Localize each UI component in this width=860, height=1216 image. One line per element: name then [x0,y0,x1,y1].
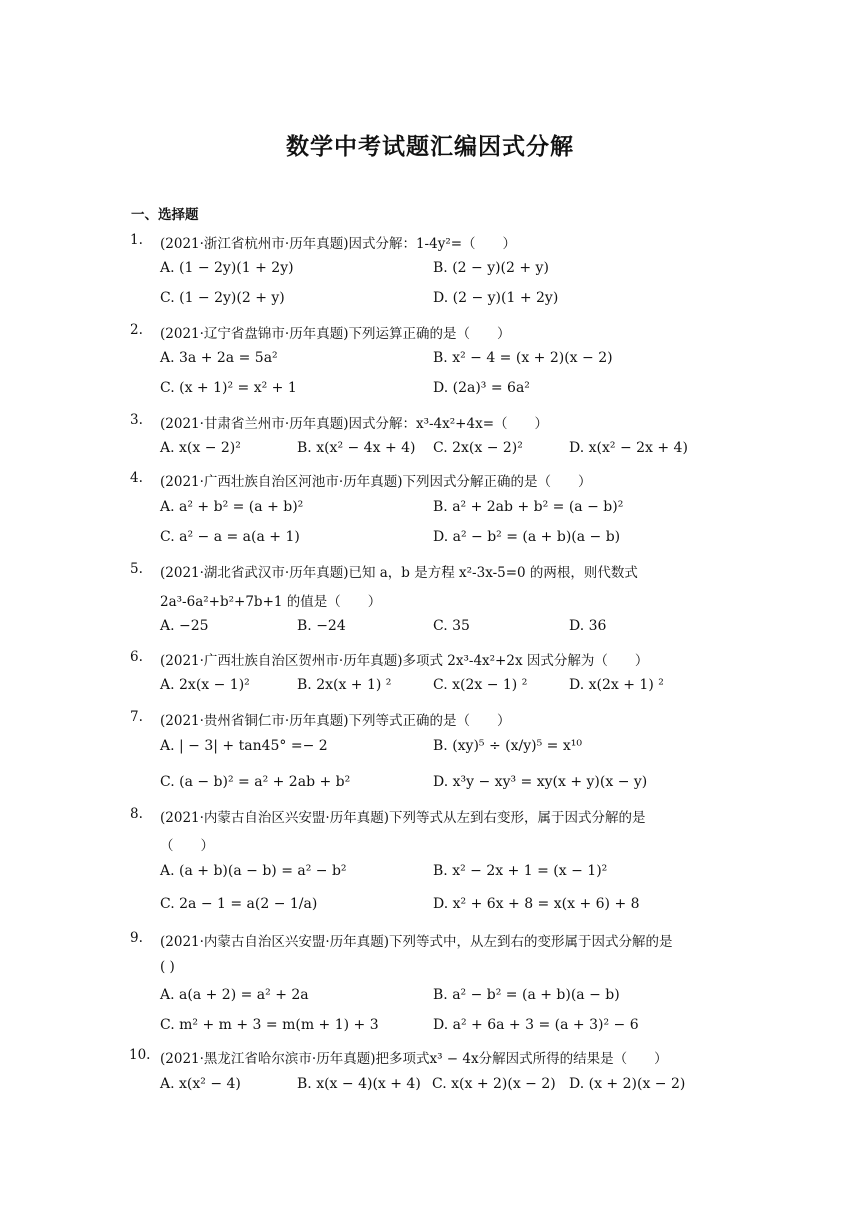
option-d: D. a² + 6a + 3 = (a + 3)² − 6 [433,1017,639,1033]
option-c: C. a² − a = a(a + 1) [160,529,300,545]
question-stem-continued: （ ） [160,838,214,854]
option-a: A. x(x² − 4) [160,1076,241,1092]
option-b: B. a² − b² = (a + b)(a − b) [433,987,620,1003]
option-c: C. 2a − 1 = a(2 − 1/a) [160,896,318,912]
option-d: D. x(x² − 2x + 4) [569,440,688,456]
question-number: 10. [129,1047,151,1063]
option-c: C. x(2x − 1) ² [433,677,528,693]
question-number: 8. [130,806,143,822]
option-b: B. x² − 4 = (x + 2)(x − 2) [433,350,613,366]
option-d: D. x(2x + 1) ² [569,677,664,693]
question-stem: (2021·辽宁省盘锦市·历年真题)下列运算正确的是（ ） [160,326,511,342]
question-stem: (2021·甘肃省兰州市·历年真题)因式分解：x³-4x²+4x=（ ） [160,416,548,432]
page-title: 数学中考试题汇编因式分解 [286,134,574,160]
option-a: A. a² + b² = (a + b)² [160,499,304,515]
question-stem: (2021·浙江省杭州市·历年真题)因式分解：1-4y²=（ ） [160,236,517,252]
question-number: 7. [130,709,143,725]
option-b: B. x(x − 4)(x + 4) [297,1076,421,1092]
question-number: 3. [130,412,143,428]
option-c: C. 35 [433,618,470,634]
question-stem: (2021·广西壮族自治区河池市·历年真题)下列因式分解正确的是（ ） [160,474,592,490]
option-a: A. −25 [160,618,209,634]
question-number: 4. [130,470,143,486]
section-heading: 一、选择题 [131,207,199,223]
option-b: B. (xy)⁵ ÷ (x/y)⁵ = x¹⁰ [433,738,582,754]
question-stem: (2021·内蒙古自治区兴安盟·历年真题)下列等式中，从左到右的变形属于因式分解的是 [160,934,673,950]
option-a: A. a(a + 2) = a² + 2a [160,987,309,1003]
option-b: B. x² − 2x + 1 = (x − 1)² [433,863,608,879]
question-number: 1. [130,232,143,248]
question-stem-continued: ( ) [160,959,175,975]
option-c: C. 2x(x − 2)² [433,440,523,456]
option-a: A. (1 − 2y)(1 + 2y) [160,260,294,276]
question-stem: (2021·内蒙古自治区兴安盟·历年真题)下列等式从左到右变形，属于因式分解的是 [160,810,646,826]
option-c: C. (1 − 2y)(2 + y) [160,290,285,306]
option-d: D. (2a)³ = 6a² [433,380,530,396]
option-a: A. 3a + 2a = 5a² [160,350,278,366]
option-a: A. 2x(x − 1)² [160,677,250,693]
option-a: A. x(x − 2)² [160,440,241,456]
option-c: C. x(x + 2)(x − 2) [432,1076,556,1092]
question-number: 6. [130,649,143,665]
option-d: D. x³y − xy³ = xy(x + y)(x − y) [433,774,648,790]
option-d: D. (x + 2)(x − 2) [569,1076,686,1092]
option-b: B. −24 [297,618,346,634]
question-stem: (2021·黑龙江省哈尔滨市·历年真题)把多项式x³ − 4x分解因式所得的结果是（ ） [160,1051,668,1067]
question-number: 5. [130,561,143,577]
option-c: C. (a − b)² = a² + 2ab + b² [160,774,351,790]
question-number: 9. [130,930,143,946]
option-a: A. (a + b)(a − b) = a² − b² [160,863,347,879]
question-stem: (2021·贵州省铜仁市·历年真题)下列等式正确的是（ ） [160,713,511,729]
option-b: B. (2 − y)(2 + y) [433,260,549,276]
option-a: A. | − 3| + tan45° =− 2 [160,738,328,754]
option-d: D. a² − b² = (a + b)(a − b) [433,529,621,545]
question-number: 2. [130,322,143,338]
option-b: B. a² + 2ab + b² = (a − b)² [433,499,624,515]
option-b: B. x(x² − 4x + 4) [297,440,416,456]
question-stem: (2021·湖北省武汉市·历年真题)已知 a，b 是方程 x²-3x-5=0 的两根，则代数式 [160,565,638,581]
option-c: C. m² + m + 3 = m(m + 1) + 3 [160,1017,379,1033]
option-b: B. 2x(x + 1) ² [297,677,392,693]
option-c: C. (x + 1)² = x² + 1 [160,380,297,396]
option-d: D. x² + 6x + 8 = x(x + 6) + 8 [433,896,640,912]
option-d: D. (2 − y)(1 + 2y) [433,290,559,306]
question-stem-continued: 2a³-6a²+b²+7b+1 的值是（ ） [160,594,382,610]
question-stem: (2021·广西壮族自治区贺州市·历年真题)多项式 2x³-4x²+2x 因式分解为（ ） [160,653,649,669]
option-d: D. 36 [569,618,607,634]
